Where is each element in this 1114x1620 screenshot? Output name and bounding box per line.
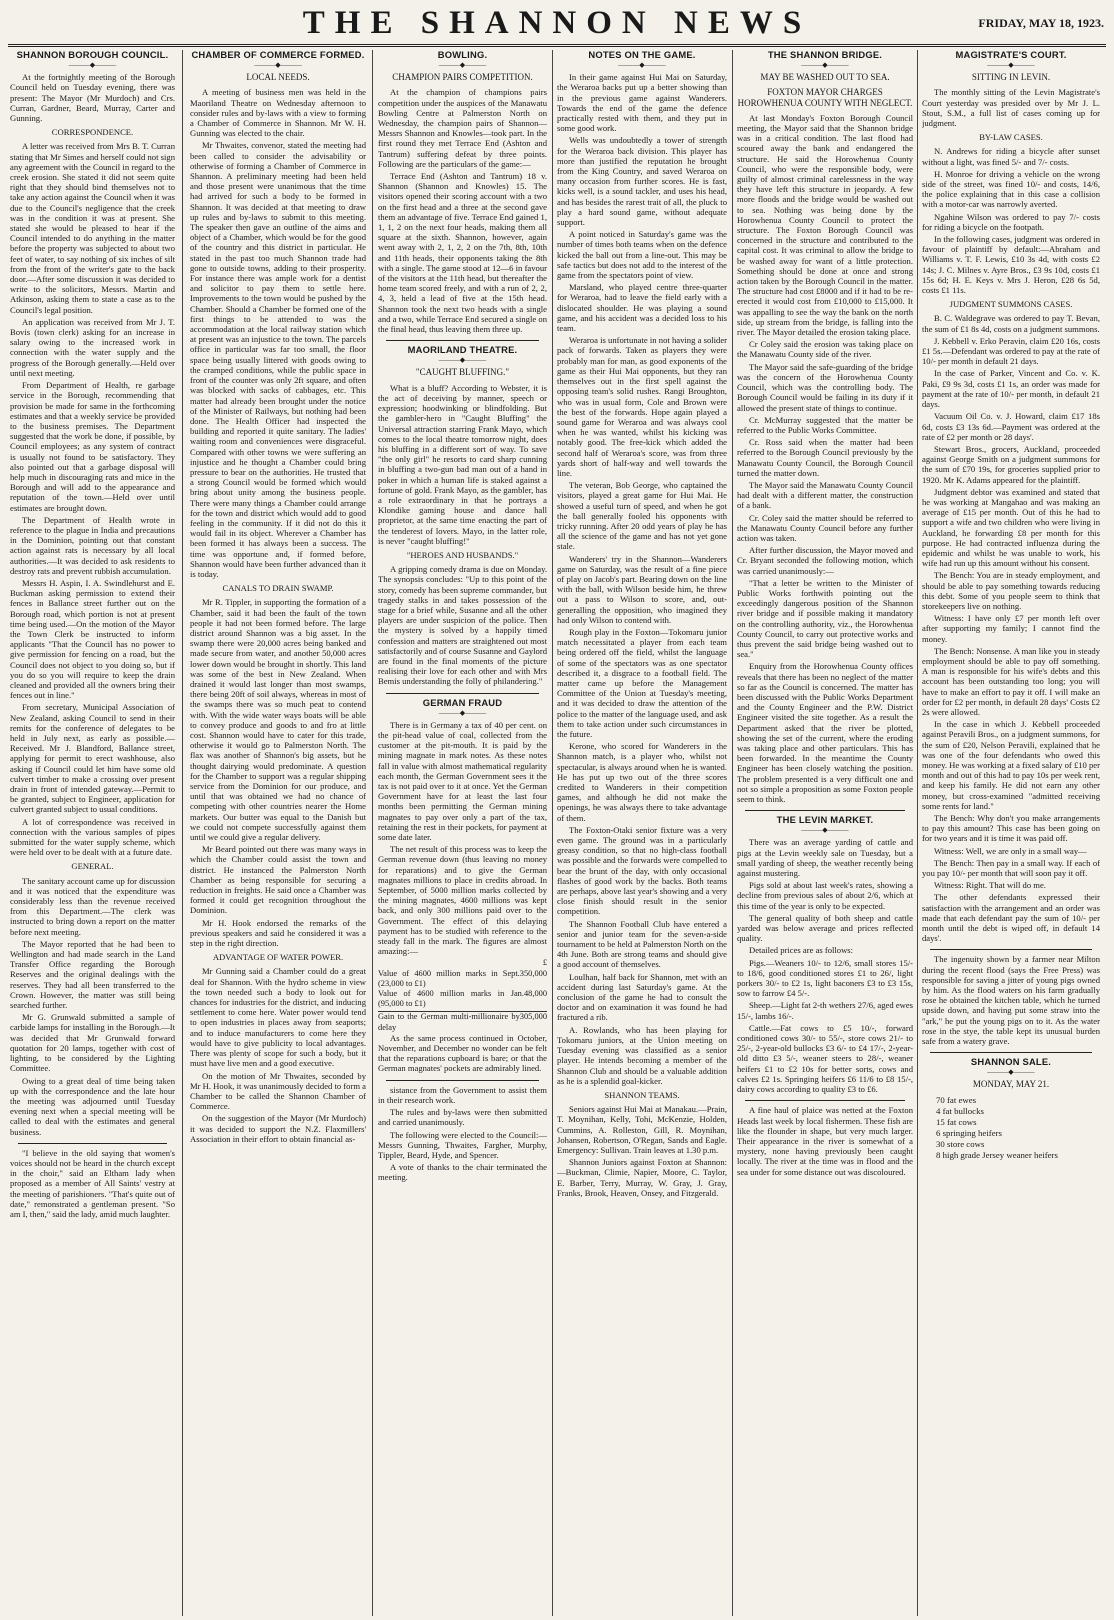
paragraph: The Department of Health wrote in reference to the plague in India and precautions in the Dominion, pointing out that constant action against rats is necessary by all local authorities.—It was decided to ask residents to destroy rats and prevent rubbish accumulation.	[10, 514, 175, 576]
subheading: MONDAY, MAY 21.	[972, 1079, 1050, 1090]
paragraph: The ingenuity shown by a farmer near Milton during the recent flood (says the Free Press) was responsible for saving a jitter of young pigs owned by him. As the flood waters on his farm gradually rose he obtained the kitchen table, which he turned upside down, and having put some straw into the "ark," he put the young pigs on to it. As the water rose in the stye, the table kept its unusual burden safe from a watery grave.	[922, 954, 1100, 1047]
money-row	[378, 969, 547, 989]
paragraph: J. Kebbell v. Erko Peravin, claim £20 16s, costs £1 5s.—Defendant was ordered to pay at the rate of 10/- per month in default 21 days.	[922, 335, 1100, 367]
subheading: FOXTON MAYOR CHARGES HOROWHENUA COUNTY WITH NEGLECT.	[737, 87, 913, 108]
paragraph: A point noticed in Saturday's game was the number of times both teams when on the defence kicked the ball out from a line-out. This may be safe tactics but does not add to the interest of the game from the spectators point of view.	[557, 229, 727, 281]
sale-item: 6 springing heifers	[936, 1127, 1002, 1138]
paragraph: Cattle.—Fat cows to £5 10/-, forward conditioned cows 30/- to 55/-, store cows 21/- to 25/-, 2-year-old bullocks £3 6/- to £4 17/-, 2-year-old ditto £3 5/-, weaner steers to 28/-, weaner heifers £1 to £2 10s for better sorts, cows and calves £2 1s. Springing heifers £6 11/6 to £8 15/-, dairy cows according to quality £3 to £6.	[737, 1022, 913, 1095]
paragraph: Loulhan, half back for Shannon, met with an accident during last Saturday's game. At the conclusion of the game he had to consult the doctor and on examination it was found he had fractured a rib.	[557, 971, 727, 1023]
paragraph: The following were elected to the Council:—Messrs Gunning, Thwaites, Fargher, Murphy, Tippler, Beard, Hyde, and Spencer.	[378, 1129, 547, 1160]
paragraph: The general quality of both sheep and cattle yarded was below average and prices reflected quality.	[737, 912, 913, 944]
paragraph: Pigs.—Weaners 10/- to 12/6, small stores 15/- to 18/6, good conditioned stores £1 to 26/, light porkers 30/- to £2 1s, light baconers £3 to £3 15s, sow to farrow £4 5/-.	[737, 957, 913, 999]
paragraph: A vote of thanks to the chair terminated the meeting.	[378, 1162, 547, 1183]
paragraph: "That a letter be written to the Minister of Public Works forthwith pointing out the exceedingly dangerous position of the Shannon river bridge and if possible making it mandatory on the controlling authority, viz., the Horowhenua County Council, to carry out protective works and thus prevent the said bridge being washed out to sea."	[737, 577, 913, 660]
paragraph: After further discussion, the Mayor moved and Cr. Bryant seconded the following motion, which was carried unanimously:—	[737, 545, 913, 576]
paragraph: The net result of this process was to keep the German revenue down (thus leaving no money for reparations) and to give the German magnates millions to place in credits abroad. In September, of 5000 million marks collected by the mining magnates, 4600 millions was kept back, and only 300 millions paid over to the Government. The effect of this delaying payment has to be studied with reference to the steady fall in the mark. The figures are almost amazing:—	[378, 844, 547, 957]
paragraph: Wanderers' try in the Shannon—Wanderers game on Saturday, was the result of a fine piece of play on Jacob's part. Bearing down on the line with the ball, with Wilson beside him, he threw out a pass to Wilson to score, and, out-generalling the opposition, who imagined they had only Wilson to contend with.	[557, 553, 727, 625]
heading-ornament: ———◆———	[438, 356, 487, 365]
column-borough-council	[10, 50, 175, 1616]
paragraph: Shannon Juniors against Foxton at Shannon:—Buckman, Climie, Napier, Moore, C. Taylor, E. Barber, Terry, Murray, W. Gray, J. Gray, Franks, Brook, Heaven, Onsey, and Fitzgerald.	[557, 1157, 727, 1198]
paragraph: The Mayor said the safe-guarding of the bridge was the concern of the Horowhenua County Council, which was the controlling body. The Borough Council would be failing in its duty if it allowed the present state of things to continue.	[737, 361, 913, 413]
paragraph: On the motion of Mr Thwaites, seconded by Mr H. Hook, it was unanimously decided to form a Chamber to be called the Shannon Chamber of Commerce.	[190, 1070, 366, 1112]
paragraph: What is a bluff? According to Webster, it is the act of deceiving by manner, speech or expression; hoodwinking or blindfolding. But the gambler-hero in "Caught Bluffing" the Universal attraction starring Frank Mayo, which comes to the local theatre tomorrow night, does his bluffing in a different sort of way. To save "the only girl" he resorts to card sharp cunning in bluffing a two-gun bad man out of a hand in poker in which a human life is staked against a fortune of gold. Frank Mayo, as the gambler, has a role extraordinary in that he portrays a Klondike gaming house and dance hall proprietor, at the same time enacting the part of the tenderest of lovers. Mayo, in the latter role, is never "caught bluffing!"	[378, 382, 547, 546]
heading-ornament: ———◆———	[801, 826, 849, 835]
subheading: JUDGMENT SUMMONS CASES.	[949, 299, 1073, 310]
sale-item: 70 fat ewes	[936, 1094, 977, 1105]
paragraph: A lot of correspondence was received in connection with the various samples of pipes submitted for the water supply scheme, which were held over to be dealt with at a future date.	[10, 816, 175, 858]
paragraph: Witness: Right. That will do me.	[934, 880, 1046, 891]
paragraph: A gripping comedy drama is due on Monday. The synopsis concludes: "Up to this point of the story, comedy has been supreme commander, but tragedy stalks in and takes possession of the stage for a brief while, Susanne and all the other players are under suspicion of the police. Then the mystery is solved by a happily timed confession and matters are straightened out most satisfactorily and of course Susanne and Gaylord are found in the final moments of the picture realising their love for each other and with Mrs Bemis understanding the folly of philandering."	[378, 564, 547, 687]
section-rule	[930, 1052, 1092, 1053]
paragraph: Kerone, who scored for Wanderers in the Shannon match, is a player who, whilst not spectacular, is always around when he is wanted. He has put up two out of the three scores credited to Wanderers in their competition games, and although he did not make the openings, he was always there to take advantage of them.	[557, 741, 727, 823]
paragraph: Mr Beard pointed out there was many ways in which the Chamber could assist the town and district. He instanced the Palmerston North Chamber as being responsible for securing a reduction in freights. He said once a Chamber was formed it could get recognition throughout the Dominion.	[190, 844, 366, 916]
paragraph: Terrace End (Ashton and Tantrum) 18 v. Shannon (Shannon and Knowles) 15. The visitors opened their scoring account with a two on the first head and a three at the second gave them an advantage of five. Terrace End gained 1, 1, 1, 2 on the next four heads, making them all square at the sixth. Shannon, however, again went away with 2, 1, 2, 2 on the 7th, 8th, 10th and 11th heads, their opponents taking the 8th with a single. The game stood at 12—6 in favour of the visitors at the 11th head, but thereafter the home team scored freely, and with a run of 2, 2, 4, 3, held a lead of five at the 15th head. Shannon took the next two heads with a single and a two, while Terrace End secured a single on the final head, thus leaving them three up.	[378, 171, 547, 335]
article-heading: THE LEVIN MARKET.	[776, 814, 874, 826]
paragraph: A letter was received from Mrs B. T. Curran stating that Mr Simes and herself could not sign any agreement with the Council in regard to the creek erosion. She stated it did not seem quite right that they should bind themselves not to take any action against the Council when it was due to the Council's negligence that the creek was in the condition it was at present. She stated she would be pleased to hear if the Council intended to do anything in the matter before the property was subjected to about two feet of water, to say nothing of six inches of silt from the front of the writer's gate to the back door.—After some discussion it was decided to write to the solicitors, Messrs. Martin and Atkinson, asking them to state a case as to the Council's legal position.	[10, 141, 175, 315]
paragraph: As the same process continued in October, November, and December no wonder can be felt that the reparations cupboard is bare; or that the German magnates' pockets are admirably lined.	[378, 1032, 547, 1074]
paragraph: Seniors against Hui Mai at Manakau.—Prain, T. Moynihan, Kelly, Tohi, McKenzie, Holden, Cummins, A. Rolleston, Gill, R. Moynihan, Johansen, Robertson, O'Regan, Sands and Eagle. Emergency: Sullivan. Train leaves at 1.30 p.m.	[557, 1104, 727, 1155]
paragraph: Owing to a great deal of time being taken up with the correspondence and the late hour the meeting was adjourned until Tuesday evening next when a special meeting will be called to deal with the estimates and general business.	[10, 1075, 175, 1137]
paragraph: Weraroa is unfortunate in not having a solider pack of forwards. Taken as players they were probably man for man, as good exponents of the game as their Hui Mai opponents, but they ran themselves out in the first spell against the opposing team's solid rushes. Rangi Broughton, who was in usual form, Cole and Brown were the best of the forwards. Hope again played a sound game for Weraroa and was always cool when he was wanted, whilst his kicking was notably good. The free-kick which added the second half of Weraroa's score, was from three yards short of half-way and well towards the line.	[557, 335, 727, 478]
paragraph: H. Monroe for driving a vehicle on the wrong side of the street, was fined 10/- and costs, 14/6, the police explaining that in this case a collision with a motor-car was narrowly averted.	[922, 168, 1100, 210]
column-rule	[917, 50, 918, 1616]
paragraph: Cr. McMurray suggested that the matter be referred to the Public Works Committee.	[737, 414, 913, 435]
heading-ornament: ———◆———	[438, 61, 487, 70]
paragraph: Detailed prices are as follows:	[749, 945, 854, 956]
quote-paragraph: "I believe in the old saying that women's voices should not be heard in the church except in the choir," said an Eltham lady when proposed as a member of All Saints' vestry at the meeting of parishioners. "That's quite out of date," remonstrated a gentleman present. "So am I, then," said the lady, amid much laughter.	[10, 1147, 175, 1219]
heading-ornament: ———◆———	[987, 61, 1035, 70]
heading-ornament: ———◆———	[618, 61, 666, 70]
paragraph: The Foxton-Otaki senior fixture was a very even game. The ground was in a particularly greasy condition, so that no high-class football was possible and the forwards were compelled to bear the brunt of the day, with only occasional flashes of good work by the backs. Both teams are perhaps, above last year's showing and a very close finish should result in the senior competition.	[557, 824, 727, 917]
paragraph: A fine haul of plaice was netted at the Foxton Heads last week by local fishermen. These fish are like the flounder in shape, but very much larger. Their appearance in the river is somewhat of a mystery, none having previously been caught locally. The river at the time was in flood and the sea under for some distance out was discoloured.	[737, 1105, 913, 1177]
paragraph: In the following cases, judgment was ordered in favour of plaintiff by default:—Abraham and Williams v. T. F. Lewis, £10 3s 4d, with costs £2 14s; J. C. Milnes v. Ayre Bros., £3 9s 10d, costs £1 15s 6d; H. E. Keys v. Mrs J. Heron, £28 6s 5d, costs £1 11s.	[922, 234, 1100, 296]
paragraph: At the champion of champions pairs competition under the auspices of the Manawatu Bowling Centre at Palmerston North on Wednesday, the champion pairs of Shannon—Messrs Shannon and Knowles—took part. In the first round they met Terrace End (Ashton and Tantrum) suffering defeat by three points. Following are the particulars of the game:—	[378, 87, 547, 169]
paragraph: There was an average yarding of cattle and pigs at the Levin weekly sale on Tuesday, but a small yarding of sheep, the weather recently being against mustering.	[737, 837, 913, 879]
paragraph: Mr H. Hook endorsed the remarks of the previous speakers and said he considered it was a step in the right direction.	[190, 917, 366, 949]
paragraph: Stewart Bros., grocers, Auckland, proceeded against George Smith on a judgment summons for the sum of £70 19s, for groceries supplied prior to 1920. Mr K. Adams appeared for the plaintiff.	[922, 443, 1100, 485]
paragraph: Cr Coley said the erosion was taking place on the Manawatu County side of the river.	[737, 339, 913, 360]
column-notes-on-game	[557, 50, 727, 1616]
subheading: SITTING IN LEVIN.	[971, 72, 1051, 83]
paragraph: Rough play in the Foxton—Tokomaru junior match necessitated a player from each team being ordered off the field, whilst the language of some of the spectators was as one spectator described it, a disgrace to a football field. The matter came up before the Management Committee of the Union at Tuesday's meeting, and it was decided to draw the attention of the police to the matter of the language used, and ask them to take action under such circumstances in the future.	[557, 626, 727, 739]
issue-date: FRIDAY, MAY 18, 1923.	[978, 16, 1104, 30]
column-rule	[732, 50, 733, 1616]
paragraph: Cr. Coley said the matter should be referred to the Manawatu County Council before any further action was taken.	[737, 512, 913, 543]
paragraph: On the suggestion of the Mayor (Mr Murdoch) it was decided to support the N.Z. Flaxmillers' Association in their effort to obtain financial as-	[190, 1113, 366, 1144]
paragraph: Witness: Well, we are only in a small way—	[934, 845, 1087, 856]
paragraph: The monthly sitting of the Levin Magistrate's Court yesterday was presided over by Mr J. L. Stout, S.M., a full list of cases coming up for judgment.	[922, 87, 1100, 129]
subheading: CHAMPION PAIRS COMPETITION.	[392, 72, 533, 83]
section-rule	[745, 1100, 905, 1101]
section-rule	[745, 810, 905, 811]
paragraph: Mr Gunning said a Chamber could do a great deal for Shannon. With the hydro scheme in view the town needed such a body to look out for chances for industries for the district, and inducing settlement to come here. Water power would tend to open industries in places away from seaports; and to induce manufacturers to come here they would have to give publicity to local advantages. There was plenty of scope for such a body, but it must have live men and a good executive.	[190, 966, 366, 1069]
article-heading: BOWLING.	[437, 50, 488, 60]
section-rule	[930, 949, 1092, 950]
paragraph: The Bench: You are in steady employment, and should be able to pay something towards reducing this debt. Some of you people seem to think that storekeepers live on nothing.	[922, 570, 1100, 611]
paragraph: A meeting of business men was held in the Maoriland Theatre on Wednesday afternoon to consider rules and by-laws with a view to forming a Chamber of Commerce in Shannon. Mr W. H. Gunning was elected to the chair.	[190, 87, 366, 139]
paragraph: In the case of Parker, Vincent and Co. v. K. Paki, £9 9s 3d, costs £1 1s, an order was made for payment at the rate of 10/- per month, in default 21 days.	[922, 368, 1100, 410]
subheading: MAY BE WASHED OUT TO SEA.	[760, 72, 890, 83]
paragraph: Wells was undoubtedly a tower of strength for the Weraroa back division. This player has more than justified the reputation he brought from the King Country, and saved Weraroa on many occasion from further scores. He is fast, kicks well, is a sound tackler, and uses his head, and has besides the rarest trait of all, the pluck to play a hard sound game, without adequate support.	[557, 135, 727, 228]
paragraph: Pigs sold at about last week's rates, showing a decline from previous sales of about 2/6, which at this time of the year is only to be expected.	[737, 880, 913, 911]
heading-ornament: ———◆———	[801, 61, 849, 70]
column-rule	[182, 50, 183, 1616]
paragraph: The Shannon Football Club have entered a senior and junior team for the seven-a-side tournament to be held at Palmerston North on the 4th June. Both are strong teams and should give a good account of themselves.	[557, 918, 727, 970]
column-rule	[552, 50, 553, 1616]
heading-ornament: ———◆———	[438, 708, 487, 717]
money-value: 350,000	[519, 968, 547, 978]
sale-item: 30 store cows	[936, 1138, 985, 1149]
subheading: CORRESPONDENCE.	[51, 127, 134, 138]
money-label: Value of 4600 million marks in Sept. (23,000 to £1)	[378, 968, 520, 988]
subheading: ADVANTAGE OF WATER POWER.	[212, 952, 344, 963]
heading-ornament: ———◆———	[254, 61, 302, 70]
column-rule	[372, 50, 373, 1616]
paragraph: Judgment debtor was examined and stated that he was working at Mangahao and was making an average of £15 per month. Out of this he had to support a wife and two children who were living in Auckland, he forwarding £8 per month for this purpose. He had contracted influenza during the epidemic and whilst he was unable to work, his wife had run up this amount without his consent.	[922, 486, 1100, 569]
money-value: 305,000	[519, 1012, 547, 1022]
subheading: "CAUGHT BLUFFING."	[415, 367, 510, 378]
heading-ornament: ———◆———	[68, 61, 117, 70]
paragraph: At the fortnightly meeting of the Borough Council held on Tuesday evening, there was present: The Mayor (Mr Murdoch) and Crs. Curran, Gardner, Beard, Murray, Carter and Gunning.	[10, 72, 175, 124]
section-rule	[386, 340, 539, 341]
paragraph: Mr Thwaites, convenor, stated the meeting had been called to consider the advisability or otherwise of forming a Chamber of Commerce in Shannon. A preliminary meeting had been held and those present were unanimous that the time had arrived for such a body to be formed in Shannon. It was decided at that meeting to draw up rules and by-laws to submit to this meeting. The speaker then gave an outline of the aims and object of a Chamber, which would be for the good of the country and this district in particular. He stated in the past too much Shannon trade had gone to outside towns, adding to their prosperity. For instance there was ample work for a dentist and solicitor to pay them to settle here. Improvements to the town would be pushed by the Chamber. Should a Chamber be formed one of the first things to be attended to was the accommodation at the local railway station which at present was an injustice to the town. The parcels office in particular was far too small, the floor space being usually littered with goods owing to the cramped conditions, while the public space in front of the counter was only 2ft square, and often was blocked with sacks of cabbages, etc. This matter had already been brought under the notice of the Minister of Railways, but nothing had been done. The Health Officer had inspected the building and reported it quite sanitary. The ladies' waiting room and conveniences were disgraceful. Compared with other towns we were suffering an injustice and he thought a Chamber could bring pressure to bear on the authorities. He trusted that a strong Council would be formed which would bring about unity among the business people. There were many things a Chamber could arrange for the town and district which would add to good feeling in the community. If it did not do this it would fail in its object. Wherever a Chamber has been formed it has always been a success. The time was opportune and, if formed before, Shannon would have been further advanced than it is today.	[190, 140, 366, 579]
sale-item: 4 fat bullocks	[936, 1105, 984, 1116]
subheading: BY-LAW CASES.	[979, 132, 1043, 143]
paragraph: In their game against Hui Mai on Saturday, the Weraroa backs put up a better showing than in the previous game against Wanderers. Towards the end of the game the defence practically rested with them, and they put in some good work.	[557, 72, 727, 134]
column-magistrates-court	[922, 50, 1100, 1616]
money-row	[378, 1011, 547, 1032]
sale-item: 8 high grade Jersey weaner heifers	[936, 1149, 1058, 1160]
heading-ornament: ———◆———	[987, 1068, 1035, 1077]
paragraph: The Bench: Why don't you make arrangements to pay this amount? This case has been going on for two years and it is time it was paid off.	[922, 813, 1100, 844]
column-chamber-of-commerce	[190, 50, 366, 1616]
paragraph: The other defendants expressed their satisfaction with the arrangement and an order was made that each defendant pay the sum of 10/- per month until the debt is wiped off, in default 14 days'.	[922, 892, 1100, 944]
article-heading: GERMAN FRAUD	[422, 696, 503, 708]
article-heading: MAGISTRATE'S COURT.	[955, 50, 1067, 60]
paragraph: From Department of Health, re garbage service in the Borough, recommending that provision be made for same in the forthcoming estimates and that a weekly service be provided to the business premises. The Department suggested that the work be done, if possible, by Council employees; as any system of contract is usually not found to be satisfactory. They also pointed out that a garbage disposal will help much in discouraging rats and mice in the Borough and will add to the appearance and reputation of the town.—Held over until estimates are brought down.	[10, 380, 175, 513]
article-heading: SHANNON BOROUGH COUNCIL.	[16, 50, 169, 60]
column-shannon-bridge	[737, 50, 913, 1616]
paragraph: Mr R. Tippler, in supporting the formation of a Chamber, said it had been the fault of the town people it had not been formed before. The large district around Shannon was a big asset. In the swamp there were 20,000 acres being banked and made secure from water, and another 50,000 acres lower down would be brought in shortly. This land was some of the best in New Zealand. When drained it would last longer than most swamps, there being 20ft of soil always, whereas in most of the swamps there was so much peat to contend with. With the wide water ways boats will be able to convey produce and goods to and fro at little cost. Shannon would have to cater for this trade, otherwise it would go to Palmerston North. The flax was another of Shannon's big assets, but he thought dairying would predominate. A question for the Chamber to support was a regular shipping service from the Dominion for our produce, and until that was obtained we had no chance of competing with other countries nearer the Home markets. Our butter was equal to the Danish but we could not compete successfully against them until we could give a regular delivery.	[190, 597, 366, 843]
paragraph: B. C. Waldegrave was ordered to pay T. Bevan, the sum of £1 8s 4d, costs on a judgment summons.	[922, 313, 1100, 334]
section-rule	[18, 1143, 167, 1144]
subheading: LOCAL NEEDS.	[246, 72, 310, 83]
paragraph: From secretary, Municipal Association of New Zealand, asking Council to send in their remits for the conference of delegates to be held in July next, as early as possible.—Received. Mr J. Blandford, Ballance street, applying for permit to erect washhouse, also asking if Council could let him have some old culvert timber to make a crossing over present drain in front of intended gateway.—Permit to be granted, subject to Engineer, application for culvert granted subject to usual conditions.	[10, 702, 175, 815]
paragraph: An application was received from Mr J. T. Bovis (town clerk) asking for an increase in salary owing to the increased work in connection with the water supply and the progress of the Borough generally.—Held over until next meeting.	[10, 316, 175, 378]
section-rule	[386, 1080, 539, 1081]
paragraph: The veteran, Bob George, who captained the visitors, played a great game for Hui Mai. He showed a useful turn of speed, and when he got the ball generally fooled his opponents with tricky running. After 20 odd years of play he has all the science of the game and has not yet gone stale.	[557, 480, 727, 552]
paragraph: A. Rowlands, who has been playing for Tokomaru juniors, at the Union meeting on Tuesday evening was classified as a senior player. He intends becoming a member of the Shannon Club and should be a valuable addition as he is a splendid goal-kicker.	[557, 1024, 727, 1086]
masthead	[0, 4, 1114, 44]
newspaper-title: THE SHANNON NEWS	[302, 5, 812, 41]
paragraph: The rules and by-laws were then submitted and carried unanimously.	[378, 1107, 547, 1128]
money-value: 48,000	[523, 989, 547, 999]
article-heading: SHANNON SALE.	[970, 1056, 1052, 1068]
paragraph: The Bench: Nonsense. A man like you in steady employment should be able to pay off something. A man is responsible for his wife's debts and this account has been outstanding too long; you will have to make an effort to pay it off. I will make an order for £2 per month, in default 28 days' Costs £2 2s were allowed.	[922, 645, 1100, 717]
paragraph: Enquiry from the Horowhenua County offices reveals that there has been no neglect of the matter so far as the Council is concerned. The matter has been discussed with the Public Works Department and the County Engineer and the P.W. District Engineer visited the site together. As a result the Department asked that the river be plotted, showing the set of the current, where the eroding was taking place and other particulars. This has been forwarded. In the meantime the County Engineer has been closely watching the position. The problem presented is a very difficult one and not so simple a proposition as some Foxton people seem to think.	[737, 661, 913, 805]
subheading: "HEROES AND HUSBANDS."	[406, 549, 519, 560]
paragraph: Ngahine Wilson was ordered to pay 7/- costs for riding a bicycle on the footpath.	[922, 211, 1100, 232]
section-rule	[386, 693, 539, 694]
paragraph: Messrs H. Aspin, I. A. Swindlehurst and E. Buckman asking permission to extend their fences in Ballance street further out on the Borough road, which portion is not at present time being used.—On the motion of the Mayor the Town Clerk be instructed to inform applicants "That the Council has no power to give permission for fencing on a road, but the Council does not object to you doing so, but if you do so you will require to keep the drain cleaned and provided all the owners bring their fences out in line."	[10, 577, 175, 701]
sale-list	[922, 1095, 1100, 1161]
masthead-rule	[8, 44, 1106, 47]
paragraph: The Bench: Then pay in a small way. If each of you pay 10/- per month that will soon pay it off.	[922, 857, 1100, 879]
subheading: CANALS TO DRAIN SWAMP.	[222, 583, 334, 594]
subheading: GENERAL.	[71, 861, 114, 872]
paragraph: Marsland, who played centre three-quarter for Weraroa, had to leave the field early with a dislocated shoulder. He was playing a sound game, and his accident was a decided loss to his team.	[557, 282, 727, 334]
article-heading: CHAMBER OF COMMERCE FORMED.	[191, 50, 365, 60]
paragraph: Vacuum Oil Co. v. J. Howard, claim £17 18s 6d, costs £3 13s 6d.—Payment was ordered at the rate of £2 per month or 28 days'.	[922, 411, 1100, 442]
money-label: Value of 4600 million marks in Jan. (95,000 to £1)	[378, 989, 524, 1009]
column-bowling-theatre	[378, 50, 547, 1616]
article-heading: NOTES ON THE GAME.	[588, 50, 696, 60]
paragraph: There is in Germany a tax of 40 per cent. on the pit-head value of coal, collected from the customer at the pit-mouth. It is paid by the mining magnate in mark notes. As these notes fall in value with almost mathematical regularity each month, the German Government sees it the tax is not paid over to it at once. Yet the German Government have for at least the last four months been permitting the German mining magnates to pay over only a part of the tax, retaining the rest in their pockets, for payment at some date later.	[378, 719, 547, 843]
paragraph: At last Monday's Foxton Borough Council meeting, the Mayor said that the Shannon bridge was in a critical condition. The last flood had scoured away the bank and endangered the structure. He said the Horowhenua County Council, who were the responsible body, were guilty of almost criminal carelessness in the way they have left this structure in jeopardy. A few more floods and the bridge would be washed out to sea. Nothing was being done by the Horowhenua County Council to protect the structure. The Foxton Borough Council was concerned in the structure and contributed to the capital cost. It was criminal to allow the bridge to be washed away for want of a little protection. Something should be done at once and strong action taken by the Borough Council in the matter. The structure had cost £8000 and if it had to be re-erected it would cost from £10,000 to £15,000. It was appalling to see the way the bank on the north side, up stream from the bridge, is falling into the river. The Mayor detailed the erosion taking place.	[737, 112, 913, 338]
paragraph: The sanitary account came up for discussion and it was noticed that the expenditure was considerably less than the revenue received from this Department.—The clerk was instructed to bring down a report on the matter before next meeting.	[10, 875, 175, 937]
paragraph: The Mayor reported that he had been to Wellington and had made search in the Land Transfer Office regarding the Borough Reserves and the original dealings with the reserves. They had all been transferred to the Crown. However, the matter was still being searched further.	[10, 938, 175, 1011]
paragraph: Witness: I have only £7 per month left over after supporting my family; I cannot find the money.	[922, 613, 1100, 644]
money-unit: £	[542, 958, 547, 968]
article-heading: MAORILAND THEATRE.	[407, 344, 518, 356]
paragraph: The Mayor said the Manawatu County Council had dealt with a different matter, the construction of a bank.	[737, 479, 913, 511]
paragraph: In the case in which J. Kebbell proceeded against Peravili Bros., on a judgment summons, for the sum of £20, Nelson Peravili, explained that he was one of the four defendants who owed this money. He was working at a fixed salary of £10 per month and out of this had to pay 10s per week rent, and keep his family. He did not earn any other money, but cross-examined "admitted receiving some rents for land."	[922, 719, 1100, 811]
paragraph: Sheep.—Light fat 2-th wethers 27/6, aged ewes 15/-, lambs 16/-.	[737, 1000, 913, 1021]
paragraph: Mr G. Grunwald submitted a sample of carbide lamps for installing in the Borough.—It was decided that Mr Grunwald forward quotation for 20 lamps, together with cost of lighting, to be considered by the Lighting Committee.	[10, 1012, 175, 1074]
article-heading: THE SHANNON BRIDGE.	[767, 50, 883, 60]
money-row	[378, 989, 547, 1009]
sale-item: 15 fat cows	[936, 1116, 977, 1127]
paragraph: N. Andrews for riding a bicycle after sunset without a light, was fined 5/- and 7/- costs.	[922, 146, 1100, 167]
paragraph: sistance from the Government to assist them in their research work.	[378, 1084, 547, 1105]
paragraph: Cr. Ross said when the matter had been referred to the Borough Council previously by the Manawatu County Council, the Borough Council turned the matter down.	[737, 437, 913, 478]
money-label: Gain to the German multi-millionaire by delay	[378, 1012, 520, 1032]
subheading: SHANNON TEAMS.	[604, 1089, 680, 1100]
